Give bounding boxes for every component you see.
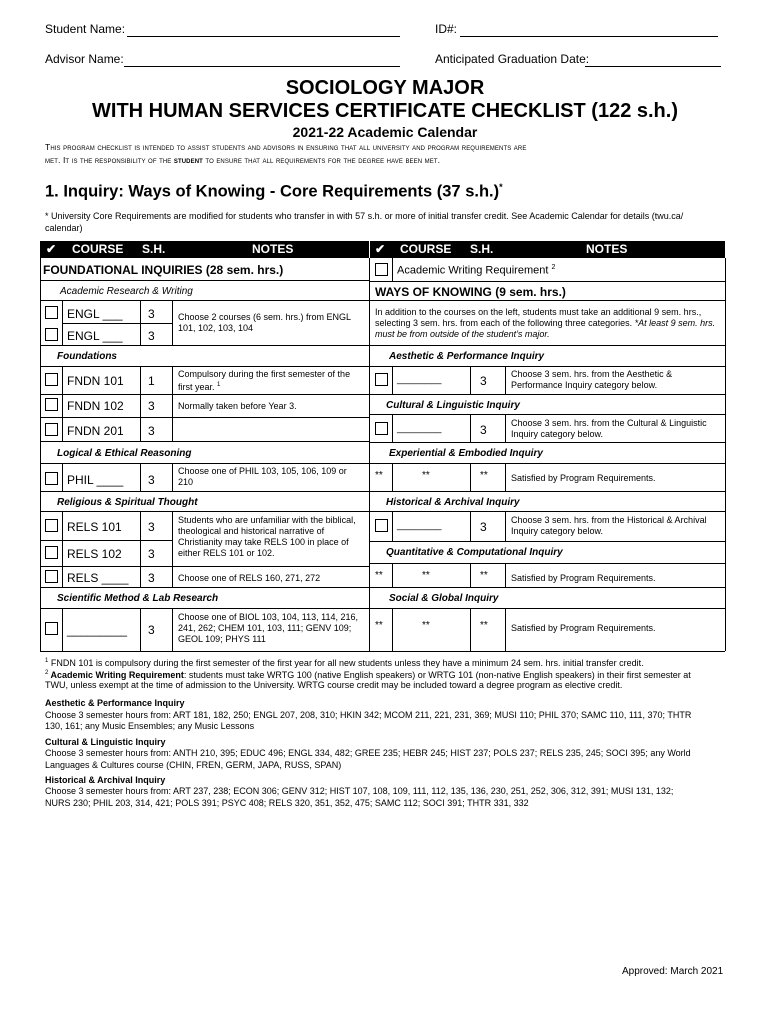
cultural-course: ________ xyxy=(397,423,442,434)
footnote-1-sup: 1 xyxy=(45,658,49,664)
fndn201-course: FNDN 201 xyxy=(67,424,124,438)
rels3-course: RELS ____ xyxy=(67,571,129,585)
category-aesthetic-title: Aesthetic & Performance Inquiry xyxy=(45,698,185,708)
id-field[interactable] xyxy=(460,36,718,37)
course-column-header-right: COURSE xyxy=(400,242,452,256)
engl1-sh: 3 xyxy=(148,307,155,321)
quantitative-sh-star: ** xyxy=(480,570,488,581)
scientific-heading: Scientific Method & Lab Research xyxy=(57,593,219,604)
experiential-heading: Experiential & Embodied Inquiry xyxy=(389,448,543,459)
sci-checkbox[interactable] xyxy=(45,622,58,635)
phil-note: Choose one of PHIL 103, 105, 106, 109 or 210 xyxy=(178,466,347,487)
fndn101-checkbox[interactable] xyxy=(45,373,58,386)
historical-sh: 3 xyxy=(480,520,487,534)
rels101-sh: 3 xyxy=(148,520,155,534)
fndn101-note-sup: 1 xyxy=(217,382,221,388)
wok-note xyxy=(375,307,720,340)
aesthetic-sh: 3 xyxy=(480,374,487,388)
category-aesthetic-line1: Choose 3 semester hours from: ART 181, 182, 250; ENGL 207, 208, 310; HKIN 342; MCOM 211, 221, 231, 369; MUSI 110; PHIL 370; SAMC 110, 111, 370; THTR xyxy=(45,710,692,720)
social-check-star: ** xyxy=(375,620,383,631)
fndn201-sh: 3 xyxy=(148,424,155,438)
social-heading: Social & Global Inquiry xyxy=(389,593,499,604)
religious-heading: Religious & Spiritual Thought xyxy=(57,497,198,508)
aesthetic-course: ________ xyxy=(397,374,442,385)
category-cultural-line1: Choose 3 semester hours from: ANTH 210, 395; EDUC 496; ENGL 334, 482; GREE 235; HEBR 245; HIST 237; POLS 237; RELS 235, 245; SOCI 395; any World xyxy=(45,748,691,758)
grad-date-label: Anticipated Graduation Date: xyxy=(435,52,590,66)
sci-course: _________ xyxy=(67,623,128,637)
cultural-note: Choose 3 sem. hrs. from the Cultural & Linguistic Inquiry category below. xyxy=(511,418,707,439)
footnote-2b: TWU, unless exempt at the time of admission to the University. WRTG course credit may be included toward a degree program as elective credit. xyxy=(45,680,623,690)
footnote-2-bold: Academic Writing Requirement xyxy=(48,670,184,680)
notes-column-header-right: NOTES xyxy=(586,242,628,256)
footnote-1-text: FNDN 101 is compulsory during the first semester of the first year for all new students unless they have a minimum 24 sem. hrs. initial transfer credit. xyxy=(48,658,644,668)
intro-text-1: This program checklist is intended to assist students and advisors in ensuring that all university and program requirements are xyxy=(45,142,527,152)
section-heading-sup: * xyxy=(499,182,503,192)
awr-checkbox[interactable] xyxy=(375,263,388,276)
section-note-2: calendar) xyxy=(45,223,83,233)
fndn102-note: Normally taken before Year 3. xyxy=(178,401,297,411)
aesthetic-checkbox[interactable] xyxy=(375,373,388,386)
academic-calendar: 2021-22 Academic Calendar xyxy=(292,124,478,140)
academic-research-heading: Academic Research & Writing xyxy=(60,286,193,297)
section-heading-text: 1. Inquiry: Ways of Knowing - Core Requirements (37 s.h.) xyxy=(45,182,500,201)
page-subtitle: WITH HUMAN SERVICES CERTIFICATE CHECKLIST (122 s.h.) xyxy=(92,100,678,122)
ways-of-knowing-heading: WAYS OF KNOWING (9 sem. hrs.) xyxy=(375,285,566,299)
engl2-course: ENGL ___ xyxy=(67,329,123,343)
footnote-2-text: : students must take WRTG 100 (native English speakers) or WRTG 101 (non-native English speakers) in their first semester at xyxy=(183,670,691,680)
fndn102-checkbox[interactable] xyxy=(45,398,58,411)
awr-label-text: Academic Writing Requirement xyxy=(397,264,552,277)
foundations-heading: Foundations xyxy=(57,351,117,362)
intro-text-2a: met. It is the responsibility of the xyxy=(45,155,174,165)
table-header-right xyxy=(369,241,725,258)
table-header-left xyxy=(40,241,369,258)
category-aesthetic-line2: 130, 161; any Music Ensembles; any Music Lessons xyxy=(45,721,255,731)
experiential-note: Satisfied by Program Requirements. xyxy=(511,473,656,483)
check-column-header-right: ✔ xyxy=(375,242,386,256)
phil-checkbox[interactable] xyxy=(45,472,58,485)
rels-note: Students who are unfamiliar with the biblical, theological and historical narrative of Christianity may take RELS 100 in place of either RELS 101 or 102. xyxy=(178,515,356,558)
rels102-sh: 3 xyxy=(148,547,155,561)
quantitative-check-star: ** xyxy=(375,570,383,581)
experiential-course-star: ** xyxy=(422,470,430,481)
footnote-2-sup: 2 xyxy=(45,670,49,676)
rels3-sh: 3 xyxy=(148,571,155,585)
wok-note-b: *At least 9 sem. hrs. must be from outside of the student’s major. xyxy=(375,318,716,339)
section-note-1: * University Core Requirements are modified for students who transfer in with 57 s.h. or more of initial transfer credit. See Academic Calendar for details (twu.ca/ xyxy=(45,211,684,221)
cultural-sh: 3 xyxy=(480,423,487,437)
awr-label xyxy=(397,264,555,277)
phil-sh: 3 xyxy=(148,473,155,487)
id-label: ID#: xyxy=(435,22,458,36)
logical-ethical-heading: Logical & Ethical Reasoning xyxy=(57,448,192,459)
course-column-header: COURSE xyxy=(72,242,124,256)
category-historical-title: Historical & Archival Inquiry xyxy=(45,775,166,785)
experiential-sh-star: ** xyxy=(480,470,488,481)
fndn102-course: FNDN 102 xyxy=(67,399,124,413)
sh-column-header: S.H. xyxy=(142,242,166,256)
fndn101-course: FNDN 101 xyxy=(67,374,124,388)
section-heading xyxy=(45,182,503,202)
engl2-checkbox[interactable] xyxy=(45,328,58,341)
intro-text-2b: student xyxy=(173,155,203,165)
rels3-checkbox[interactable] xyxy=(45,570,58,583)
rels3-note: Choose one of RELS 160, 271, 272 xyxy=(178,573,321,583)
quantitative-note: Satisfied by Program Requirements. xyxy=(511,573,656,583)
notes-column-header: NOTES xyxy=(252,242,294,256)
rels101-checkbox[interactable] xyxy=(45,519,58,532)
rels102-checkbox[interactable] xyxy=(45,546,58,559)
intro-text-2 xyxy=(45,155,440,165)
historical-course: ________ xyxy=(397,520,442,531)
historical-checkbox[interactable] xyxy=(375,519,388,532)
sci-note: Choose one of BIOL 103, 104, 113, 114, 216, 241, 262; CHEM 101, 103, 111; GENV 109; GEOL 109; PHYS 111 xyxy=(178,612,358,644)
engl1-course: ENGL ___ xyxy=(67,307,123,321)
category-cultural-title: Cultural & Linguistic Inquiry xyxy=(45,737,166,747)
fndn102-sh: 3 xyxy=(148,399,155,413)
aesthetic-note: Choose 3 sem. hrs. from the Aesthetic & Performance Inquiry category below. xyxy=(511,369,673,390)
wok-note-a: In addition to the courses on the left, students must take an additional 9 sem. hrs., selecting 3 sem. hrs. from each of the following three categories. xyxy=(375,307,702,328)
historical-heading: Historical & Archival Inquiry xyxy=(386,497,520,508)
phil-course: PHIL ____ xyxy=(67,473,124,487)
rels101-course: RELS 101 xyxy=(67,520,122,534)
cultural-checkbox[interactable] xyxy=(375,422,388,435)
aesthetic-heading: Aesthetic & Performance Inquiry xyxy=(389,351,545,362)
category-historical-line2: NURS 230; PHIL 203, 314, 421; POLS 391; PSYC 408; RELS 320, 351, 352, 475; SAMC 112; SOCI 391; THTR 331, 332 xyxy=(45,798,529,808)
social-sh-star: ** xyxy=(480,620,488,631)
foundational-inquiries-heading: FOUNDATIONAL INQUIRIES (28 sem. hrs.) xyxy=(43,263,284,277)
student-name-label: Student Name: xyxy=(45,22,126,36)
student-name-field[interactable] xyxy=(127,36,400,37)
experiential-check-star: ** xyxy=(375,470,383,481)
quantitative-course-star: ** xyxy=(422,570,430,581)
sh-column-header-right: S.H. xyxy=(470,242,494,256)
fndn201-checkbox[interactable] xyxy=(45,423,58,436)
engl-note: Choose 2 courses (6 sem. hrs.) from ENGL 101, 102, 103, 104 xyxy=(178,312,351,333)
rels102-course: RELS 102 xyxy=(67,547,122,561)
sci-sh: 3 xyxy=(148,623,155,637)
intro-text-2c: to ensure that all requirements for the degree have been met. xyxy=(202,155,441,165)
page-title: SOCIOLOGY MAJOR xyxy=(285,77,485,99)
engl2-sh: 3 xyxy=(148,329,155,343)
check-column-header: ✔ xyxy=(46,242,57,256)
social-note: Satisfied by Program Requirements. xyxy=(511,623,656,633)
fndn101-sh: 1 xyxy=(148,374,155,388)
engl1-checkbox[interactable] xyxy=(45,306,58,319)
category-cultural-line2: Languages & Cultures course (CHIN, FREN, GERM, JAPA, RUSS, SPAN) xyxy=(45,760,342,770)
fndn101-note xyxy=(178,369,364,393)
social-course-star: ** xyxy=(422,620,430,631)
awr-label-sup: 2 xyxy=(551,264,556,271)
advisor-label: Advisor Name: xyxy=(45,52,124,66)
historical-note: Choose 3 sem. hrs. from the Historical & Archival Inquiry category below. xyxy=(511,515,707,536)
cultural-heading: Cultural & Linguistic Inquiry xyxy=(386,400,520,411)
advisor-field[interactable] xyxy=(124,66,400,67)
fndn101-note-text: Compulsory during the first semester of the first year. xyxy=(178,369,351,392)
quantitative-heading: Quantitative & Computational Inquiry xyxy=(386,547,563,558)
approved-date: Approved: March 2021 xyxy=(622,966,724,977)
category-historical-line1: Choose 3 semester hours from: ART 237, 238; ECON 306; GENV 312; HIST 107, 108, 109, 111, 112, 135, 136, 230, 251, 252, 306, 312, 391; MUSI 131, 132; xyxy=(45,786,674,796)
grad-date-field[interactable] xyxy=(585,66,721,67)
